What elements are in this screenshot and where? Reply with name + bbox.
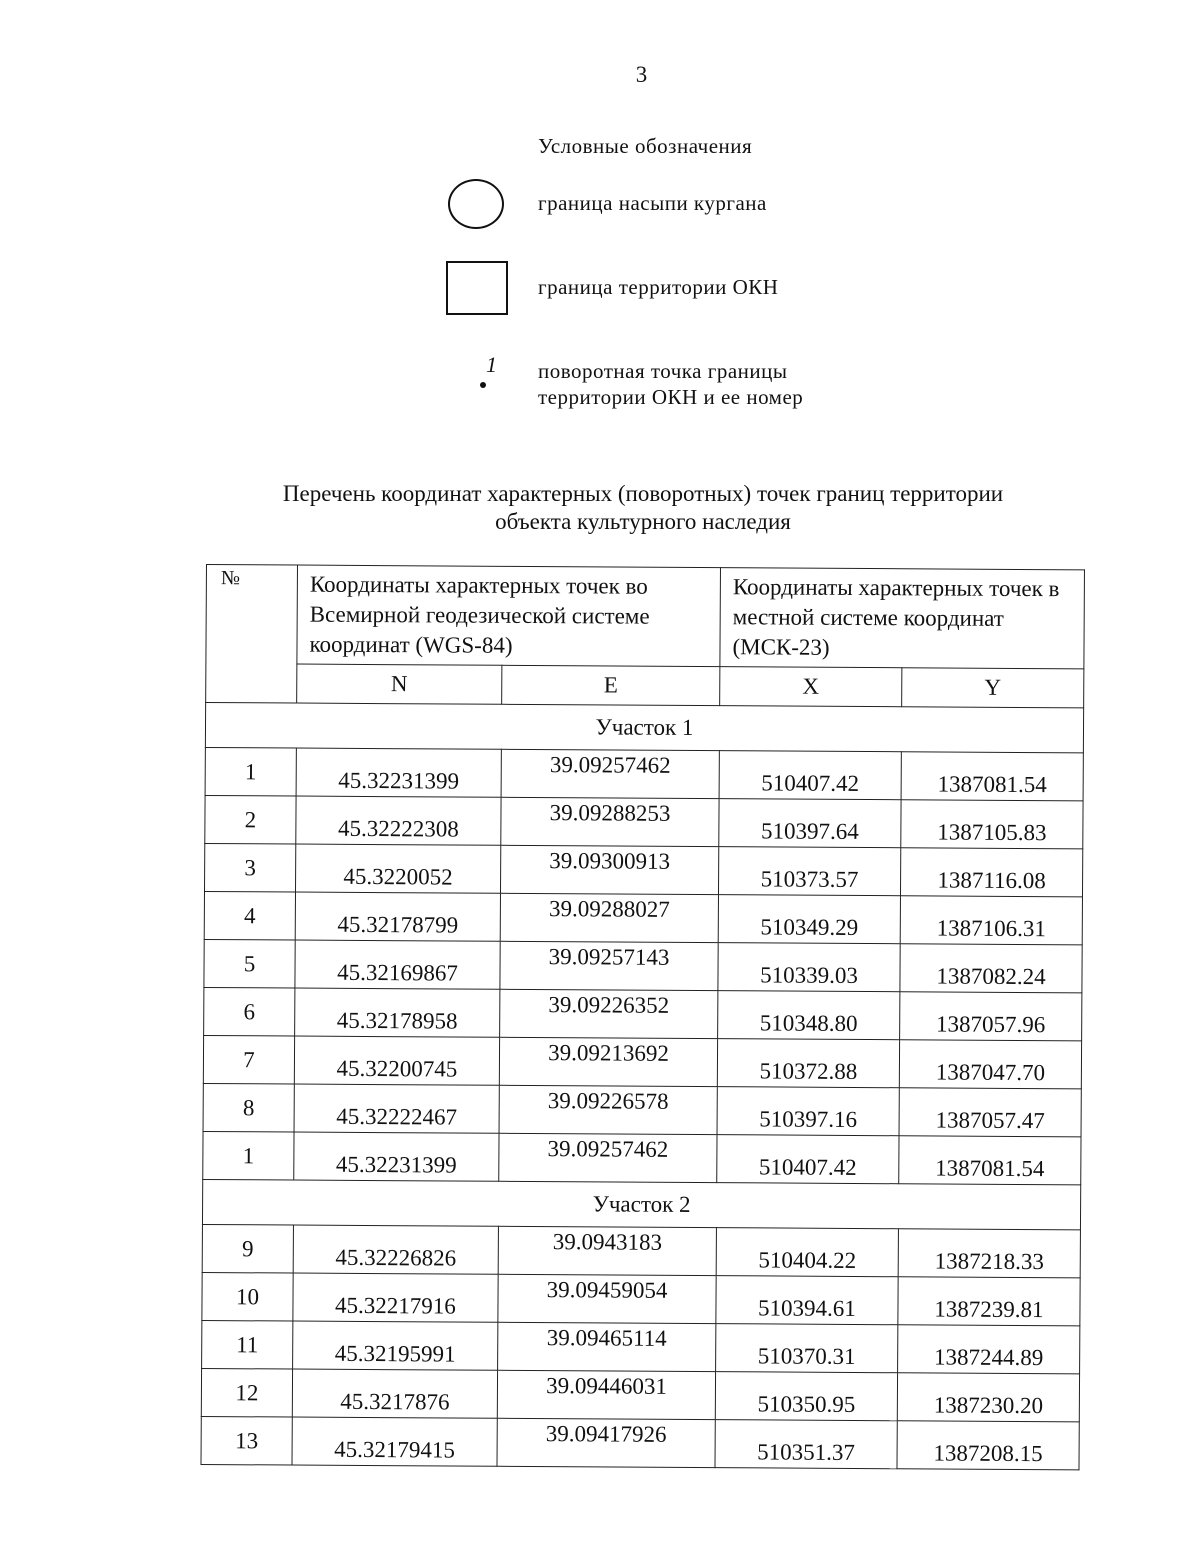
cell-coordinate-y: 1387082.24 <box>900 944 1082 993</box>
cell-latitude-n: 45.32222467 <box>294 1084 499 1133</box>
table-row <box>202 1224 1080 1277</box>
table-row <box>204 939 1082 992</box>
column-header-msk23: Координаты характерных точек в местной системе координат (МСК-23) <box>720 568 1085 669</box>
cell-coordinate-x: 510397.64 <box>719 799 901 848</box>
circle-icon <box>448 179 504 229</box>
cell-longitude-e: 39.09257462 <box>501 749 719 798</box>
square-icon <box>446 261 508 315</box>
section-title: Участок 1 <box>205 703 1083 753</box>
cell-coordinate-y: 1387081.54 <box>901 752 1083 801</box>
section-row <box>205 703 1083 753</box>
table-row <box>204 987 1082 1040</box>
document-title-line1: Перечень координат характерных (поворотных) точек границ территории <box>282 481 1004 506</box>
legend-text-point <box>538 358 803 410</box>
column-header-wgs84: Координаты характерных точек во Всемирной геодезической системе координат (WGS-84) <box>297 565 721 667</box>
table-row <box>203 1131 1081 1184</box>
column-header-n: N <box>297 664 502 704</box>
legend-item-territory <box>0 258 1200 328</box>
legend-text-territory: граница территории ОКН <box>538 275 779 299</box>
cell-point-number: 7 <box>203 1035 294 1084</box>
cell-latitude-n: 45.32179415 <box>292 1417 497 1466</box>
cell-coordinate-x: 510339.03 <box>718 943 900 992</box>
cell-latitude-n: 45.32200745 <box>294 1036 499 1085</box>
cell-latitude-n: 45.32169867 <box>295 940 500 989</box>
legend-item-point <box>0 352 1200 426</box>
cell-coordinate-y: 1387230.20 <box>897 1373 1079 1422</box>
cell-latitude-n: 45.32195991 <box>293 1321 498 1370</box>
page-number: 3 <box>635 62 648 87</box>
cell-coordinate-y: 1387244.89 <box>898 1325 1080 1374</box>
cell-longitude-e: 39.09226578 <box>499 1085 717 1134</box>
cell-longitude-e: 39.0943183 <box>498 1226 716 1275</box>
cell-latitude-n: 45.3220052 <box>295 844 500 893</box>
cell-coordinate-x: 510407.42 <box>719 751 901 800</box>
cell-coordinate-y: 1387239.81 <box>898 1277 1080 1326</box>
legend-item-mound <box>0 176 1200 246</box>
cell-latitude-n: 45.32222308 <box>296 796 501 845</box>
table-row <box>203 1035 1081 1088</box>
cell-coordinate-y: 1387116.08 <box>901 848 1083 897</box>
cell-point-number: 12 <box>201 1368 292 1417</box>
cell-point-number: 8 <box>203 1083 294 1132</box>
cell-coordinate-y: 1387081.54 <box>899 1136 1081 1185</box>
cell-point-number: 9 <box>202 1224 293 1273</box>
cell-coordinate-x: 510397.16 <box>717 1087 899 1136</box>
table-row <box>205 795 1083 848</box>
cell-longitude-e: 39.09257462 <box>499 1133 717 1182</box>
legend-text-mound: граница насыпи кургана <box>538 191 767 215</box>
cell-coordinate-x: 510394.61 <box>716 1276 898 1325</box>
cell-point-number: 3 <box>204 843 295 892</box>
point-marker-label: 1 <box>486 352 497 377</box>
cell-latitude-n: 45.32178799 <box>295 892 500 941</box>
cell-longitude-e: 39.09300913 <box>500 845 718 894</box>
table-row <box>201 1368 1079 1421</box>
cell-longitude-e: 39.09446031 <box>497 1370 715 1419</box>
table-row <box>201 1416 1079 1469</box>
cell-latitude-n: 45.32217916 <box>293 1273 498 1322</box>
section-row <box>202 1179 1080 1229</box>
cell-coordinate-y: 1387057.47 <box>899 1088 1081 1137</box>
cell-coordinate-x: 510350.95 <box>715 1372 897 1421</box>
point-icon <box>478 352 508 402</box>
column-header-e: E <box>502 665 720 705</box>
cell-coordinate-x: 510349.29 <box>718 895 900 944</box>
cell-coordinate-x: 510351.37 <box>715 1420 897 1469</box>
table-row <box>203 1083 1081 1136</box>
table-row <box>202 1272 1080 1325</box>
legend-text-point-line1: поворотная точка границы <box>538 359 788 383</box>
cell-longitude-e: 39.09213692 <box>499 1037 717 1086</box>
cell-longitude-e: 39.09288027 <box>500 893 718 942</box>
cell-longitude-e: 39.09288253 <box>501 797 719 846</box>
cell-coordinate-y: 1387057.96 <box>900 992 1082 1041</box>
cell-longitude-e: 39.09459054 <box>498 1274 716 1323</box>
cell-coordinate-x: 510407.42 <box>717 1135 899 1184</box>
cell-point-number: 1 <box>205 747 296 796</box>
document-title-line2: объекта культурного наследия <box>495 509 791 534</box>
cell-latitude-n: 45.3217876 <box>292 1369 497 1418</box>
cell-coordinate-y: 1387105.83 <box>901 800 1083 849</box>
column-header-x: X <box>720 667 902 707</box>
cell-longitude-e: 39.09226352 <box>500 989 718 1038</box>
cell-coordinate-x: 510372.88 <box>717 1039 899 1088</box>
cell-coordinate-y: 1387218.33 <box>898 1229 1080 1278</box>
cell-latitude-n: 45.32226826 <box>293 1225 498 1274</box>
table-body <box>201 703 1084 1470</box>
cell-point-number: 4 <box>204 891 295 940</box>
cell-point-number: 13 <box>201 1416 292 1465</box>
cell-latitude-n: 45.32178958 <box>295 988 500 1037</box>
cell-coordinate-y: 1387047.70 <box>899 1040 1081 1089</box>
cell-longitude-e: 39.09465114 <box>498 1322 716 1371</box>
cell-longitude-e: 39.09417926 <box>497 1418 715 1467</box>
cell-point-number: 11 <box>202 1320 293 1369</box>
cell-coordinate-x: 510348.80 <box>718 991 900 1040</box>
column-header-number: № <box>206 565 298 704</box>
table-row <box>204 843 1082 896</box>
table-row <box>204 891 1082 944</box>
point-dot-icon <box>480 382 486 388</box>
table-row <box>205 747 1083 800</box>
cell-point-number: 1 <box>203 1131 294 1180</box>
cell-point-number: 6 <box>204 987 295 1036</box>
cell-coordinate-x: 510404.22 <box>716 1228 898 1277</box>
column-header-y: Y <box>902 668 1084 708</box>
cell-coordinate-x: 510373.57 <box>719 847 901 896</box>
table-row <box>202 1320 1080 1373</box>
cell-point-number: 10 <box>202 1272 293 1321</box>
legend-text-point-line2: территории ОКН и ее номер <box>538 385 804 409</box>
section-title: Участок 2 <box>202 1179 1080 1229</box>
cell-point-number: 2 <box>205 795 296 844</box>
coordinates-table <box>200 564 1085 1470</box>
document-title <box>200 480 1086 536</box>
cell-latitude-n: 45.32231399 <box>294 1132 499 1181</box>
cell-coordinate-y: 1387208.15 <box>897 1421 1079 1470</box>
cell-latitude-n: 45.32231399 <box>296 748 501 797</box>
cell-point-number: 5 <box>204 939 295 988</box>
cell-coordinate-x: 510370.31 <box>716 1324 898 1373</box>
legend-title: Условные обозначения <box>538 134 753 158</box>
cell-coordinate-y: 1387106.31 <box>900 896 1082 945</box>
cell-longitude-e: 39.09257143 <box>500 941 718 990</box>
